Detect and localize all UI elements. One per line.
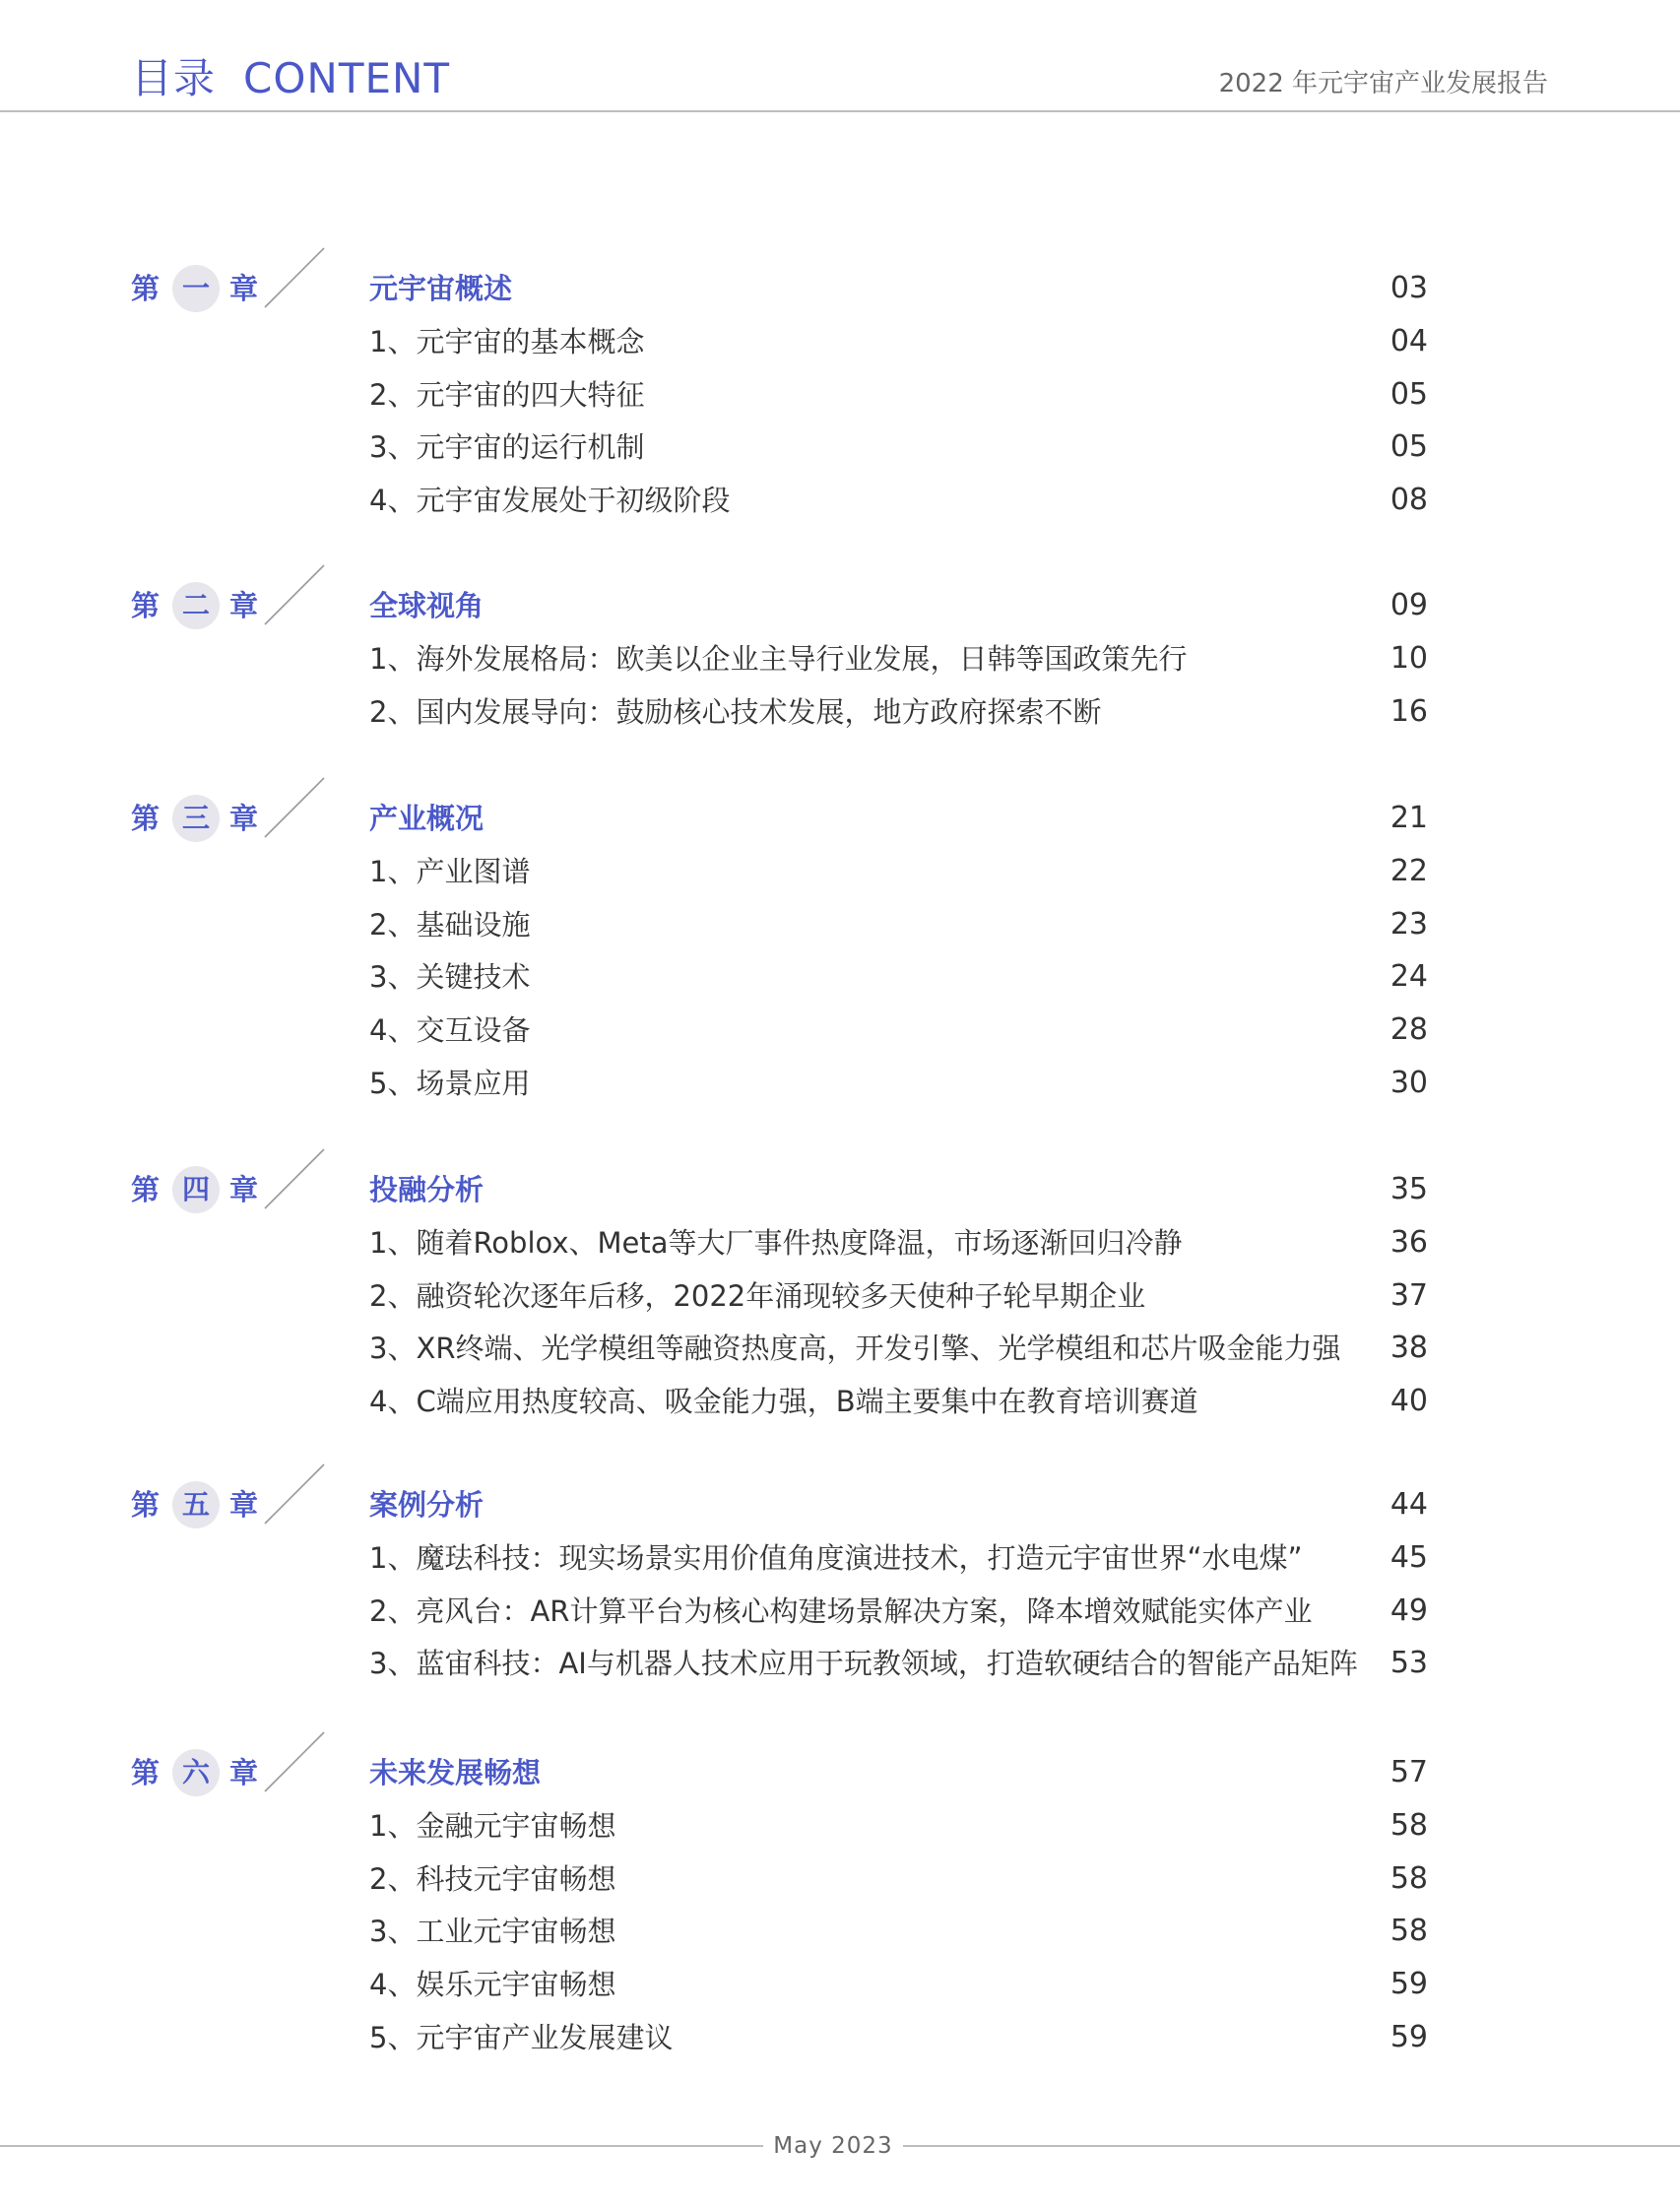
toc-item-title: 2、融资轮次逐年后移，2022年涌现较多天使种子轮早期企业	[369, 1278, 1146, 1313]
page-header	[0, 0, 1680, 112]
chapter-suffix: 章	[229, 1756, 259, 1789]
toc-item-page-number: 37	[1389, 1277, 1428, 1313]
toc-item-title: 1、产业图谱	[369, 854, 531, 888]
header-divider	[0, 110, 1680, 112]
toc-item-row[interactable]	[0, 1799, 1680, 1852]
chapter-title-row[interactable]	[0, 1163, 1680, 1216]
toc-item-page-number: 04	[1389, 323, 1428, 358]
toc-item-row[interactable]	[0, 898, 1680, 951]
toc-item-page-number: 40	[1389, 1384, 1428, 1419]
toc-item-page-number: 53	[1389, 1646, 1428, 1681]
chapter-number-badge: 二	[172, 582, 220, 629]
toc-item-page-number: 10	[1389, 640, 1428, 676]
toc-item-title: 3、XR终端、光学模组等融资热度高，开发引擎、光学模组和芯片吸金能力强	[369, 1332, 1341, 1366]
toc-item-row[interactable]	[0, 1322, 1680, 1375]
toc-item-row[interactable]	[0, 1269, 1680, 1323]
toc-item-row[interactable]	[0, 2011, 1680, 2064]
chapter-prefix: 第	[131, 1488, 161, 1522]
chapter-number-badge: 六	[172, 1749, 220, 1796]
toc-item-row[interactable]	[0, 845, 1680, 898]
toc-item-page-number: 59	[1389, 2020, 1428, 2054]
toc-item-title: 4、C端应用热度较高、吸金能力强，B端主要集中在教育培训赛道	[369, 1385, 1198, 1419]
chapter-title-row[interactable]	[0, 1478, 1680, 1531]
chapter-page-number: 03	[1389, 271, 1428, 305]
toc-item-row[interactable]	[0, 421, 1680, 474]
toc-item-row[interactable]	[0, 1637, 1680, 1690]
chapter-number-badge: 四	[172, 1166, 220, 1213]
chapter-suffix: 章	[229, 589, 259, 622]
chapter-title: 未来发展畅想	[369, 1756, 542, 1789]
chapter-title-row[interactable]	[0, 579, 1680, 632]
chapter-page-number: 09	[1389, 588, 1428, 622]
toc-item-page-number: 30	[1389, 1066, 1428, 1100]
chapter-page-number: 35	[1389, 1172, 1428, 1206]
toc-item-title: 1、金融元宇宙畅想	[369, 1808, 616, 1843]
chapter-title: 元宇宙概述	[369, 272, 513, 305]
toc-item-title: 1、海外发展格局：欧美以企业主导行业发展，日韩等国政策先行	[369, 641, 1188, 676]
chapter-number-badge: 三	[172, 795, 220, 842]
toc-item-title: 3、工业元宇宙畅想	[369, 1915, 616, 1949]
toc-item-title: 2、基础设施	[369, 907, 531, 942]
toc-item-page-number: 16	[1389, 693, 1428, 729]
toc-item-page-number: 45	[1389, 1539, 1428, 1575]
toc-item-row[interactable]	[0, 368, 1680, 422]
chapter-page-number: 57	[1389, 1755, 1428, 1789]
toc-item-page-number: 22	[1389, 853, 1428, 888]
toc-item-title: 2、科技元宇宙畅想	[369, 1861, 616, 1896]
toc-item-row[interactable]	[0, 315, 1680, 368]
chapter-suffix: 章	[229, 1488, 259, 1522]
chapter-prefix: 第	[131, 802, 161, 835]
title-en: CONTENT	[243, 54, 451, 102]
page-title	[131, 51, 450, 106]
toc-item-title: 3、关键技术	[369, 960, 531, 995]
toc-item-row[interactable]	[0, 632, 1680, 685]
chapter-prefix: 第	[131, 589, 161, 622]
toc-item-row[interactable]	[0, 1057, 1680, 1110]
toc-item-page-number: 23	[1389, 906, 1428, 942]
toc-item-row[interactable]	[0, 1216, 1680, 1269]
toc-item-page-number: 58	[1389, 1860, 1428, 1896]
chapter-page-number: 44	[1389, 1487, 1428, 1522]
footer-date: May 2023	[773, 2133, 893, 2159]
chapter-page-number: 21	[1389, 801, 1428, 835]
toc-item-title: 4、交互设备	[369, 1013, 531, 1048]
chapter-title: 产业概况	[369, 802, 485, 835]
toc-item-row[interactable]	[0, 1958, 1680, 2011]
toc-item-page-number: 49	[1389, 1592, 1428, 1628]
toc-item-title: 2、国内发展导向：鼓励核心技术发展，地方政府探索不断	[369, 694, 1102, 729]
toc-item-page-number: 59	[1389, 1967, 1428, 2002]
toc-item-row[interactable]	[0, 1585, 1680, 1638]
toc-item-row[interactable]	[0, 1004, 1680, 1057]
toc-item-title: 4、元宇宙发展处于初级阶段	[369, 484, 731, 518]
toc-item-title: 3、元宇宙的运行机制	[369, 430, 645, 465]
toc-item-title: 2、亮风台：AR计算平台为核心构建场景解决方案，降本增效赋能实体产业	[369, 1593, 1313, 1628]
chapter-number-badge: 一	[172, 265, 220, 312]
chapter-title: 投融分析	[369, 1173, 485, 1206]
report-title: 2022 年元宇宙产业发展报告	[1218, 69, 1548, 98]
toc-item-page-number: 05	[1389, 376, 1428, 412]
chapter-suffix: 章	[229, 802, 259, 835]
toc-item-row[interactable]	[0, 1531, 1680, 1585]
toc-item-page-number: 24	[1389, 959, 1428, 995]
toc-item-row[interactable]	[0, 950, 1680, 1004]
toc-item-row[interactable]	[0, 1852, 1680, 1906]
footer-divider-right	[903, 2145, 1680, 2147]
toc-item-page-number: 08	[1389, 483, 1428, 518]
toc-item-title: 4、娱乐元宇宙畅想	[369, 1968, 616, 2002]
toc-item-title: 2、元宇宙的四大特征	[369, 377, 645, 412]
toc-item-page-number: 58	[1389, 1807, 1428, 1843]
toc-item-title: 1、随着Roblox、Meta等大厂事件热度降温，市场逐渐回归冷静	[369, 1225, 1183, 1260]
toc-item-page-number: 36	[1389, 1224, 1428, 1260]
toc-item-page-number: 28	[1389, 1012, 1428, 1048]
toc-item-row[interactable]	[0, 474, 1680, 527]
chapter-prefix: 第	[131, 1756, 161, 1789]
toc-item-page-number: 05	[1389, 429, 1428, 465]
chapter-title: 全球视角	[369, 589, 485, 622]
chapter-title-row[interactable]	[0, 1746, 1680, 1799]
chapter-suffix: 章	[229, 1173, 259, 1206]
toc-item-page-number: 58	[1389, 1914, 1428, 1949]
chapter-number-badge: 五	[172, 1481, 220, 1528]
toc-item-title: 3、蓝宙科技：AI与机器人技术应用于玩教领域，打造软硬结合的智能产品矩阵	[369, 1647, 1358, 1681]
footer-divider-left	[0, 2145, 763, 2147]
toc-item-title: 1、元宇宙的基本概念	[369, 324, 645, 358]
title-cn: 目录	[131, 54, 217, 102]
chapter-prefix: 第	[131, 272, 161, 305]
chapter-prefix: 第	[131, 1173, 161, 1206]
chapter-title-row[interactable]	[0, 262, 1680, 315]
chapter-suffix: 章	[229, 272, 259, 305]
toc-item-row[interactable]	[0, 1905, 1680, 1958]
toc-item-row[interactable]	[0, 685, 1680, 739]
toc-item-title: 1、魔珐科技：现实场景实用价值角度演进技术，打造元宇宙世界“水电煤”	[369, 1540, 1303, 1575]
toc-item-row[interactable]	[0, 1375, 1680, 1428]
toc-item-title: 5、场景应用	[369, 1067, 531, 1100]
toc-item-page-number: 38	[1389, 1331, 1428, 1366]
chapter-title-row[interactable]	[0, 792, 1680, 845]
toc-item-title: 5、元宇宙产业发展建议	[369, 2021, 674, 2054]
chapter-title: 案例分析	[369, 1488, 485, 1522]
